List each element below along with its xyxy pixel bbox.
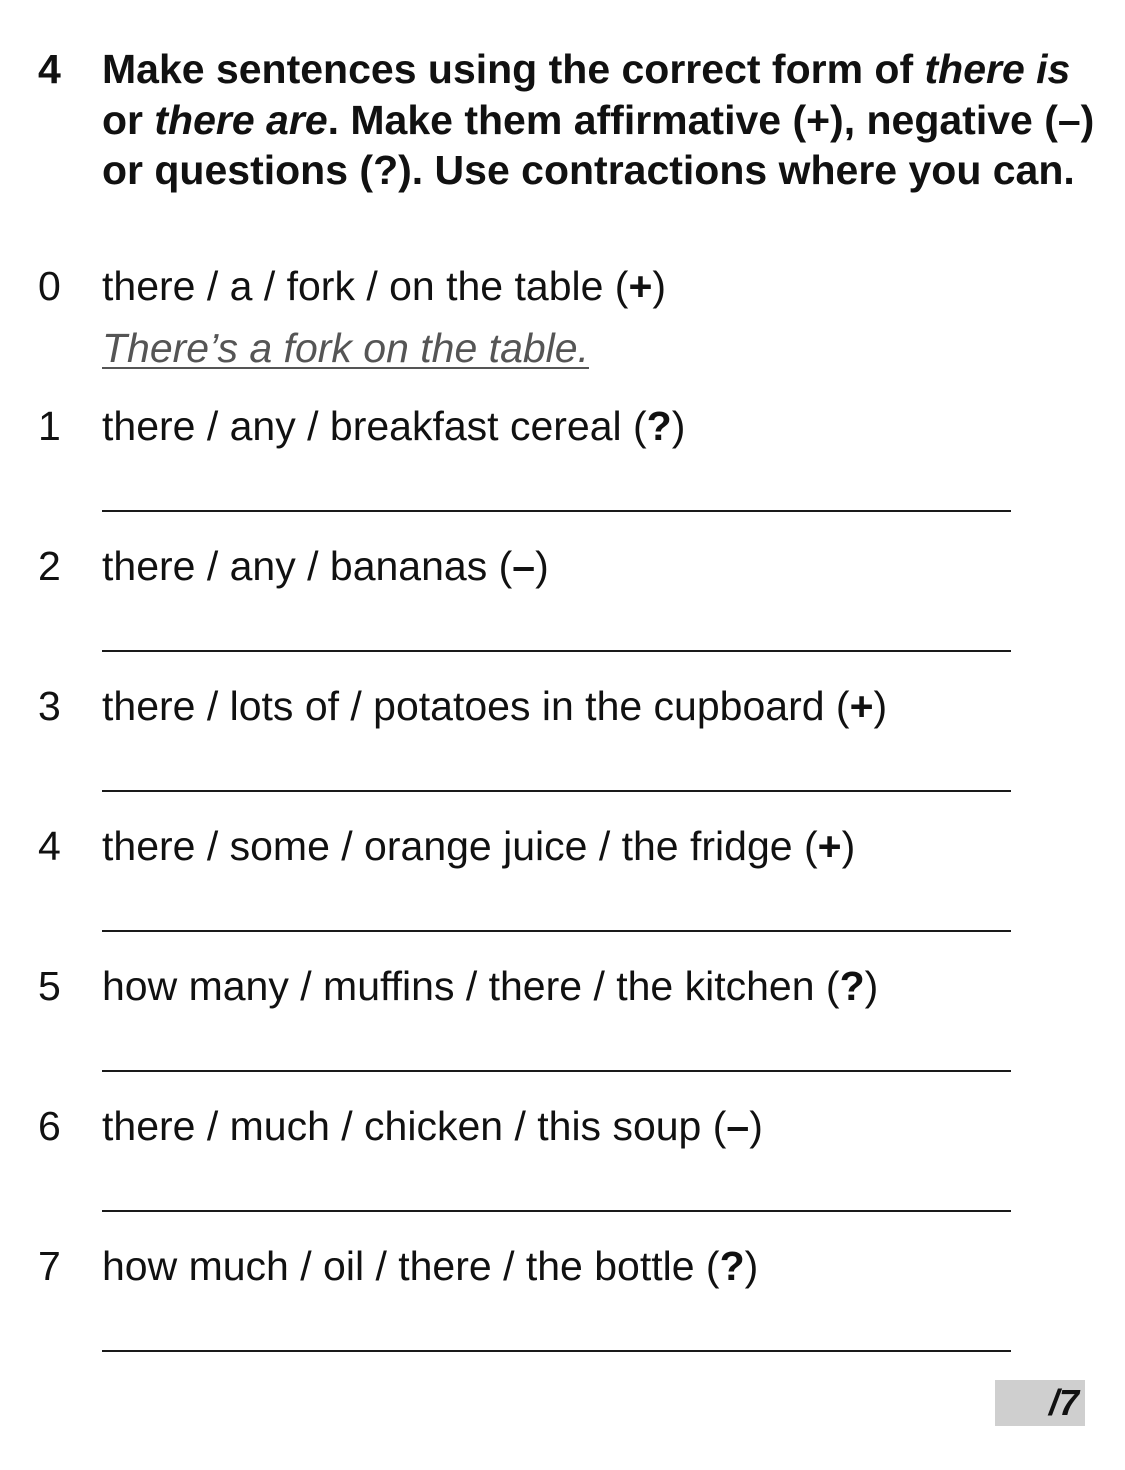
item-prompt: how many / muffins / there / the kitchen (?) [102,963,879,1009]
sentence-type-symbol: + [849,683,874,729]
answer-line-6[interactable] [102,1210,1011,1212]
item-prompt: there / some / orange juice / the fridge (+) [102,823,856,869]
score-box [995,1380,1085,1426]
item-number: 3 [38,683,61,729]
sentence-type-symbol: ? [839,963,865,1009]
item-number: 2 [38,543,61,589]
item-prompt: there / a / fork / on the table (+) [102,263,667,309]
answer-line-4[interactable] [102,930,1011,932]
item-number: 1 [38,403,61,449]
example-answer: There’s a fork on the table. [102,325,589,371]
exercise-item-5 [0,962,1125,1022]
sentence-type-symbol: ? [646,403,672,449]
answer-line-3[interactable] [102,790,1011,792]
exercise-item-6 [0,1102,1125,1162]
answer-line-5[interactable] [102,1070,1011,1072]
instructions-text-1: Make sentences using the correct form of [102,46,925,92]
exercise-item-7 [0,1242,1125,1302]
score-label: /7 [1048,1382,1079,1423]
item-prompt: there / any / breakfast cereal (?) [102,403,686,449]
instructions-italic-there-is: there is [924,46,1071,92]
sentence-type-symbol: ? [719,1243,745,1289]
item-prompt: there / lots of / potatoes in the cupboard (+) [102,683,888,729]
exercise-item-4 [0,822,1125,882]
exercise-instructions [102,44,1107,196]
item-prompt: there / much / chicken / this soup (–) [102,1103,763,1149]
exercise-number: 4 [38,46,61,92]
exercise-item-0 [0,262,1125,322]
sentence-type-symbol: + [628,263,653,309]
exercise-item-3 [0,682,1125,742]
instructions-italic-there-are: there are [154,96,328,143]
sentence-type-symbol: – [726,1103,750,1149]
item-number: 7 [38,1243,61,1289]
sentence-type-symbol: + [817,823,842,869]
item-number: 6 [38,1103,61,1149]
item-number: 0 [38,263,61,309]
exercise-item-2 [0,542,1125,602]
item-number: 4 [38,823,61,869]
instructions-text-3: . Make them affirmative (+), negative (–) or questions (?). Use contractions where you can. [102,96,1095,193]
answer-line-7[interactable] [102,1350,1011,1352]
item-prompt: how much / oil / there / the bottle (?) [102,1243,759,1289]
instructions-text-2: or [102,96,155,143]
exercise-item-1 [0,402,1125,462]
sentence-type-symbol: – [512,543,536,589]
answer-line-1[interactable] [102,510,1011,512]
item-prompt: there / any / bananas (–) [102,543,549,589]
answer-line-2[interactable] [102,650,1011,652]
item-number: 5 [38,963,61,1009]
